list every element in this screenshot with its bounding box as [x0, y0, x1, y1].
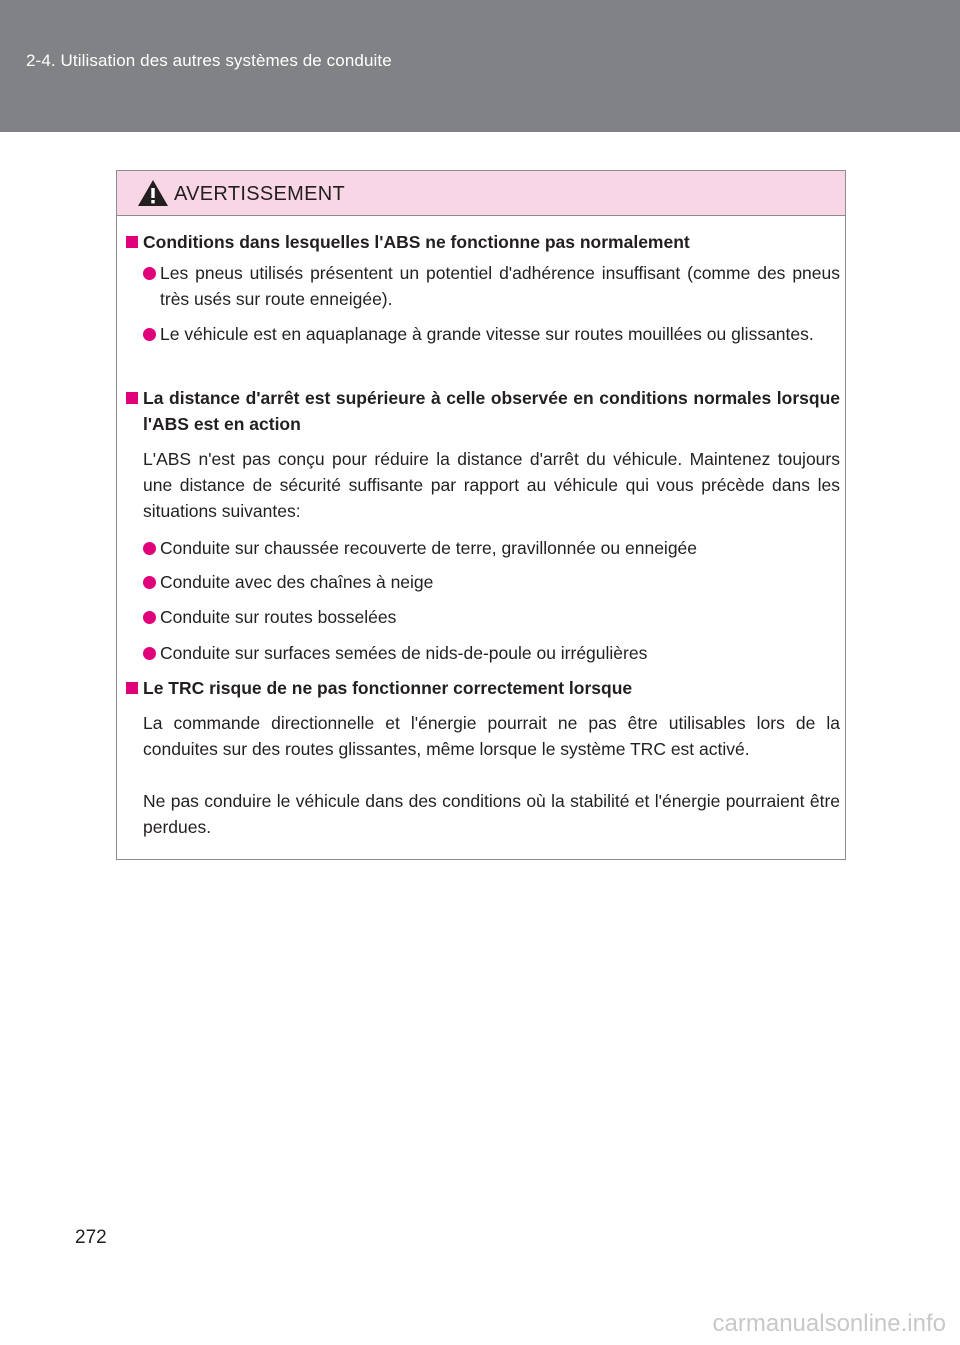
- list-item: Conduite avec des chaînes à neige: [160, 572, 434, 592]
- header-band: [0, 0, 960, 132]
- warning-header: [117, 171, 845, 216]
- bullet-icon: [143, 647, 156, 660]
- section-heading: Conditions dans lesquelles l'ABS ne fonctionne pas normalement: [143, 232, 690, 252]
- bullet-icon: [143, 328, 156, 341]
- list-item: Conduite sur surfaces semées de nids-de-poule ou irrégulières: [160, 643, 648, 663]
- section-title: 2-4. Utilisation des autres systèmes de conduite: [26, 51, 392, 70]
- bullet-icon: [143, 611, 156, 624]
- watermark: carmanualsonline.info: [712, 1310, 946, 1337]
- warning-box: [116, 170, 846, 860]
- bullet-icon: [143, 542, 156, 555]
- page-number: 272: [75, 1227, 107, 1248]
- paragraph: L'ABS n'est pas conçu pour réduire la distance d'arrêt du véhicule. Maintenez toujours une distance de sécurité suffisante par rapport au véhicule qui vous précède dans les situations suivantes:: [143, 449, 840, 521]
- section-heading: Le TRC risque de ne pas fonctionner correctement lorsque: [143, 678, 633, 698]
- section-marker: [126, 236, 138, 248]
- section-marker: [126, 682, 138, 694]
- section-heading: La distance d'arrêt est supérieure à celle observée en conditions normales lorsque l'ABS est en action: [143, 388, 840, 434]
- bullet-icon: [143, 267, 156, 280]
- list-item: Le véhicule est en aquaplanage à grande vitesse sur routes mouillées ou glissantes.: [160, 324, 814, 344]
- list-item: Les pneus utilisés présentent un potentiel d'adhérence insuffisant (comme des pneus très usés sur route enneigée).: [160, 263, 840, 309]
- section-marker: [126, 392, 138, 404]
- list-item: Conduite sur chaussée recouverte de terre, gravillonnée ou enneigée: [160, 538, 698, 558]
- paragraph: La commande directionnelle et l'énergie pourrait ne pas être utilisables lors de la conduites sur des routes glissantes, même lorsque le système TRC est activé.: [143, 713, 840, 759]
- paragraph: Ne pas conduire le véhicule dans des conditions où la stabilité et l'énergie pourraient être perdues.: [143, 791, 840, 837]
- warning-triangle-icon: [137, 179, 169, 207]
- list-item: Conduite sur routes bosselées: [160, 607, 397, 627]
- bullet-icon: [143, 576, 156, 589]
- warning-title: AVERTISSEMENT: [174, 183, 345, 205]
